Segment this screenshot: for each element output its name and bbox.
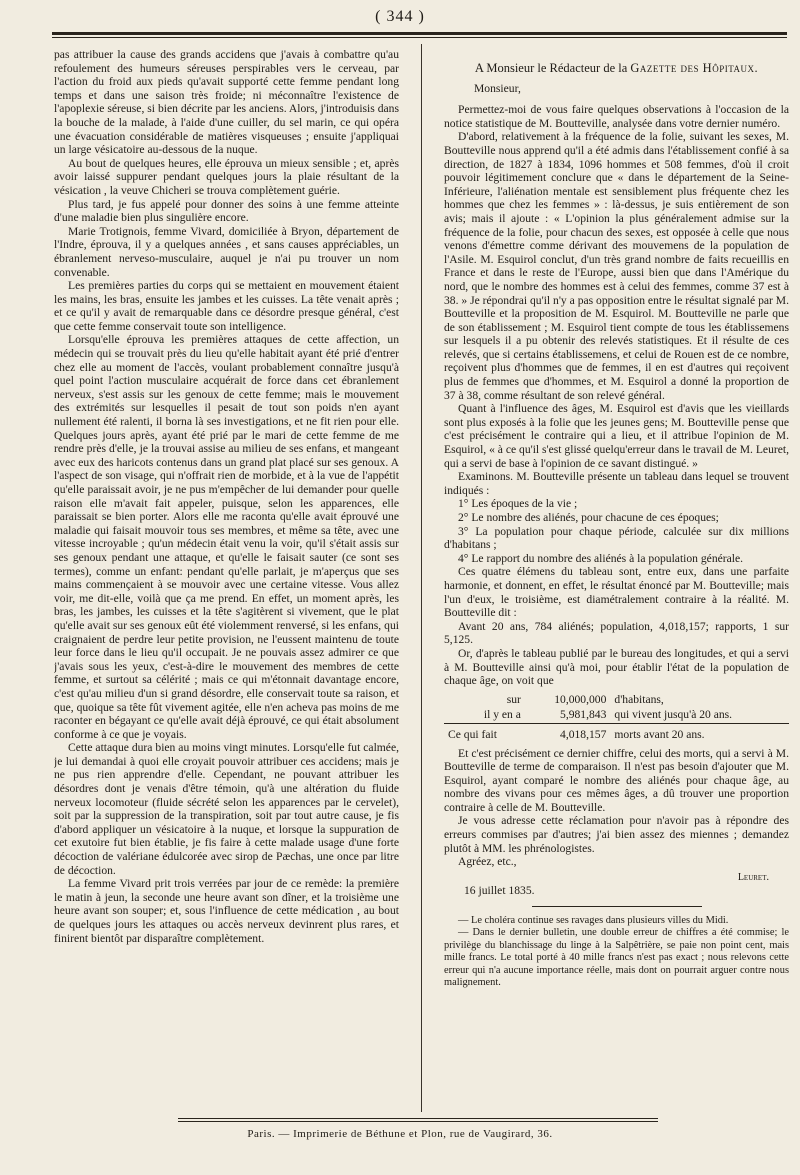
footer-rule	[178, 1118, 658, 1119]
signature: Leuret.	[737, 871, 769, 883]
right-column	[444, 48, 789, 1079]
journal-name: Gazette des Hôpitaux.	[630, 61, 759, 75]
letter-paragraph: Examinons. M. Boutteville présente un tableau dans lequel se trouvent indiqués :	[444, 470, 789, 497]
list-item: 4° Le rapport du nombre des aliénés à la population générale.	[458, 551, 744, 565]
page-number: ( 344 )	[375, 8, 425, 25]
printer-footer: Paris. — Imprimerie de Béthune et Plon, rue de Vaugirard, 36.	[247, 1128, 553, 1140]
left-paragraph: Plus tard, je fus appelé pour donner des soins à une femme atteinte d'une maladie bien plus singulière encore.	[54, 197, 399, 225]
section-rule	[532, 906, 702, 907]
table-row	[444, 692, 789, 708]
list-item: 3° La population pour chaque période, calculée sur dix millions d'habitans ;	[444, 524, 789, 552]
left-paragraph: La femme Vivard prit trois verrées par jour de ce remède: la première le matin à jeun, la seconde une heure avant son dîner, et la troisième une heure avant son souper; et, sous l'influence de cette médication , au bout de quelques jours les attaques ou accès nerveux devinrent plus rares, et finirent bientôt par disparaître complètement.	[54, 877, 399, 945]
letter-paragraph: Agréez, etc.,	[458, 855, 517, 869]
table-cell: d'habitans,	[614, 692, 664, 706]
table-cell: qui vivent jusqu'à 20 ans.	[614, 708, 733, 722]
footer-rule-thin	[178, 1121, 658, 1122]
column-divider	[421, 44, 422, 1112]
letter-paragraph: Or, d'après le tableau publié par le bureau des longitudes, et qui a servi à M. Boutteville ainsi qu'à moi, pour établir l'état de la population de chaque âge, on voit que	[444, 646, 789, 688]
letter-heading	[444, 62, 789, 76]
left-paragraph: Lorsqu'elle éprouva les premières attaques de cette affection, un médecin qui se trouvait près du lieu qu'elle habitait ayant été prié d'entrer chez elle au moment de l'accès, voulant probablement connaître jusqu'à quel point l'action musculaire acquérait de force dans cet ébranlement nerveux, s'est assis sur les genoux de cette femme; mais le mouvement des extrémités sur lesquelles il pesait de tout son poids n'en ayant nullement été ralenti, il borna là ses investigations, et ne fit rien pour elle. Quelques jours après, ayant été prié par le mari de cette femme de me rendre près d'elle, je la trouvai assise au milieu de ses enfans, et mangeant avec eux des haricots contenus dans un grand plat placé sur ses genoux. A l'aspect de son visage, qui n'offrait rien de morbide, et à la vue de l'appétit qu'elle paraissait avoir, je ne pus m'empêcher de lui demander pour quelle raison elle m'avait fait appeler, puisque, selon les apparences, elle paraissait se bien porter. Alors elle me raconta qu'elle avait éprouvé une maladie qui faisait mouvoir tous ses membres, et même sa tête, avec une vitesse incroyable ; qu'un médecin était venu la voir, qu'il s'était assis sur ses genoux pendant une attaque, et qu'elle le faisait sauter (ce sont ses termes), comme un enfant: pendant qu'elle parlait, je m'aperçus que ses mains commençaient à se mouvoir avec une certaine vitesse. Vous allez voir, me dit-elle, voilà que ça me prend. En effet, un moment après, les bras, les jambes, les cuisses et la tête s'agitèrent si vivement, que le plat qu'elle avait sur ses genoux eût été violemment renversé, si les enfans, qui craignaient de perdre leur petite provision, ne l'eussent maintenu de toute leur force dans le lieu qu'il occupait. Je ne pouvais assez admirer ce que j'avais sous les yeux, c'est-à-dire le mouvement des membres de cette femme, et surtout sa célérité ; mais ce qui m'étonnait davantage encore, c'est qu'au milieu d'un si grand désordre, elle conservait toute sa raison, et que, quoique sa tête fût vivement agitée, elle n'en acheva pas moins de me raconter en bégayant ce qu'elle avait déjà éprouvé, ce qui était absolument conforme à ce que je voyais.	[54, 333, 399, 741]
left-paragraph: Cette attaque dura bien au moins vingt minutes. Lorsqu'elle fut calmée, je lui demandai à quoi elle croyait pouvoir attribuer ces accidens; mais je ne pus rien apprendre d'elle. Cependant, ne pouvant attribuer les désordres dont je venais d'être témoin, qu'à une altération du fluide nerveux locomoteur (fluide sécrété selon les apparences par le cervelet), soit par la suppression de la transpiration, soit par tout autre cause, je fis d'abord appliquer un vésicatoire à la nuque, et lorsque la suppuration de cet exutoire fut bien établie, je fis faire à cette malade usage d'une forte décoction de valériane édulcorée avec sirop de Pæchas, une once par litre de décoction.	[54, 741, 399, 877]
table-cell: sur	[506, 692, 521, 706]
salutation: Monsieur,	[474, 81, 521, 95]
left-paragraph: Au bout de quelques heures, elle éprouva un mieux sensible ; et, après avoir laissé suppurer pendant quelques jours la plaie résultant de la vésication , la veuve Chicheri se trouva complètement guérie.	[54, 156, 399, 197]
left-paragraph: Marie Trotignois, femme Vivard, domiciliée à Bryon, département de l'Indre, éprouva, il y a quelques années , et sans causes appréciables, un ébranlement nerveso-musculaire, auquel je n'ai pu trouver un nom convenable.	[54, 224, 399, 279]
news-note: — Dans le dernier bulletin, une double erreur de chiffres a été commise; le privilège du blanchissage du linge à la Salpêtrière, se paie non point cent, mais mille francs. Le total porté à 40 mille francs n'est pas exact ; nous relevons cette erreur qui n'a aucune importance réelle, mais dont on pourrait arguer contre nous malignement.	[444, 927, 789, 989]
table-row	[444, 723, 789, 742]
table-cell: Ce qui fait	[444, 723, 525, 742]
left-paragraph: pas attribuer la cause des grands accidens que j'avais à combattre qu'au refoulement des humeurs séreuses perspirables vers le cerveau, par l'action du froid aux pieds qu'avait supporté cette femme pendant long temps et dans une saison très froide; ni méconnaître l'existence de l'apoplexie séreuse, si bien décrite par les anciens. Alors, j'introduisis dans la bouche de la malade, à l'aide d'une cuiller, du sel marin, ce qui opéra une évacuation considérable de matières visqueuses ; ensuite j'appliquai un large vésicatoire au-dessous de la nuque.	[54, 48, 399, 157]
table-cell: 4,018,157	[525, 723, 610, 742]
table-cell: il y en a	[483, 708, 521, 722]
left-column	[54, 48, 399, 1079]
letter-paragraph: Ces quatre élémens du tableau sont, entre eux, dans une parfaite harmonie, et donnent, en effet, le résultat énoncé par M. Boutteville; mais l'un d'eux, le troisième, est diamétralement contraire à la réalité. M. Boutteville dit :	[444, 565, 789, 620]
list-item: 1° Les époques de la vie ;	[458, 497, 578, 511]
news-note: — Le choléra continue ses ravages dans plusieurs villes du Midi.	[458, 915, 729, 927]
letter-paragraph: Quant à l'influence des âges, M. Esquirol est d'avis que les vieillards sont plus exposés à la folie que les jeunes gens; M. Boutteville pense que c'est précisément le contraire qui a lieu, et il attribue l'opinion de M. Esquirol, « à ce qu'il s'est glissé quelqu'erreur dans le travail de M. Leuret, qui a servi de base à l'opinion de ce savant distingué. »	[444, 402, 789, 470]
left-paragraph: Les premières parties du corps qui se mettaient en mouvement étaient les mains, les bras, ensuite les jambes et les cuisses. La tête venait après ; et ce qu'il y avait de remarquable dans ce désordre presque général, c'est que cette femme conservait toute son intelligence.	[54, 279, 399, 333]
letter-paragraph: Permettez-moi de vous faire quelques observations à l'occasion de la notice statistique de M. Boutteville, analysée dans votre dernier numéro.	[444, 103, 789, 130]
table-cell: morts avant 20 ans.	[610, 723, 789, 742]
letter-paragraph: Je vous adresse cette réclamation pour n'avoir pas à répondre des erreurs commises par d'autres; j'ai bien assez des miennes ; demandez plutôt à MM. les phrénologistes.	[444, 814, 789, 855]
letter-heading-prefix: A Monsieur le Rédacteur de la	[474, 61, 628, 75]
table-row	[444, 707, 789, 723]
letter-paragraph: D'abord, relativement à la fréquence de la folie, suivant les sexes, M. Boutteville nous apprend qu'il a été admis dans l'établissement confié à sa direction, de 1827 à 1834, 1096 hommes et 508 femmes, d'où il croit pouvoir légitimement conclure que « dans le département de la Seine-Inférieure, l'aliénation mentale est sensiblement plus fréquente chez les hommes que chez les femmes » : là-dessus, je suis entièrement de son avis; mais il ajoute : « L'opinion la plus généralement admise sur la fréquence de la folie, pour chacun des sexes, est opposée à celle que nous venons d'émettre comme dérivant des mouvemens de la population de l'Asile. M. Esquirol conclut, d'un très grand nombre de faits recueillis en France et dans le reste de l'Europe, aussi bien que dans l'Amérique du nord, que le nombre des hommes est à celui des femmes, comme 37 est à 38. » Je répondrai qu'il n'y a pas opposition entre le résultat signalé par M. Boutteville et la proposition de M. Esquirol. M. Boutteville ne parle que de son établissement ; M. Esquirol tient compte de tous les établissemens sur lesquels il a pu obtenir des relevés statistiques. Et il résulte de ces relevés, que si certains établissemens, et celui de Rouen est de ce nombre, reçoivent plus d'hommes que de femmes, il en est d'autres qui reçoivent plus de femmes que d'hommes, et M. Esquirol a donné la proportion de 37 à 38, comme résultant de son relevé général.	[444, 130, 789, 402]
population-table	[444, 692, 789, 743]
list-item: 2° Le nombre des aliénés, pour chacune de ces époques;	[458, 511, 719, 524]
header-rule-thin	[52, 37, 787, 38]
letter-paragraph: Et c'est précisément ce dernier chiffre, celui des morts, qui a servi à M. Boutteville de terme de comparaison. Il n'est pas besoin d'ajouter que M. Esquirol, ayant comparé le nombre des aliénés pour chaque âge, au nombre des vivans pour ces mêmes âges, a dû trouver une proportion contraire à celle de M. Boutteville.	[444, 746, 789, 814]
header-rule	[52, 32, 787, 35]
letter-paragraph: Avant 20 ans, 784 aliénés; population, 4,018,157; rapports, 1 sur 5,125.	[444, 619, 789, 647]
table-cell: 10,000,000	[554, 692, 607, 706]
letter-date: 16 juillet 1835.	[464, 884, 535, 898]
table-cell: 5,981,843	[560, 708, 607, 722]
